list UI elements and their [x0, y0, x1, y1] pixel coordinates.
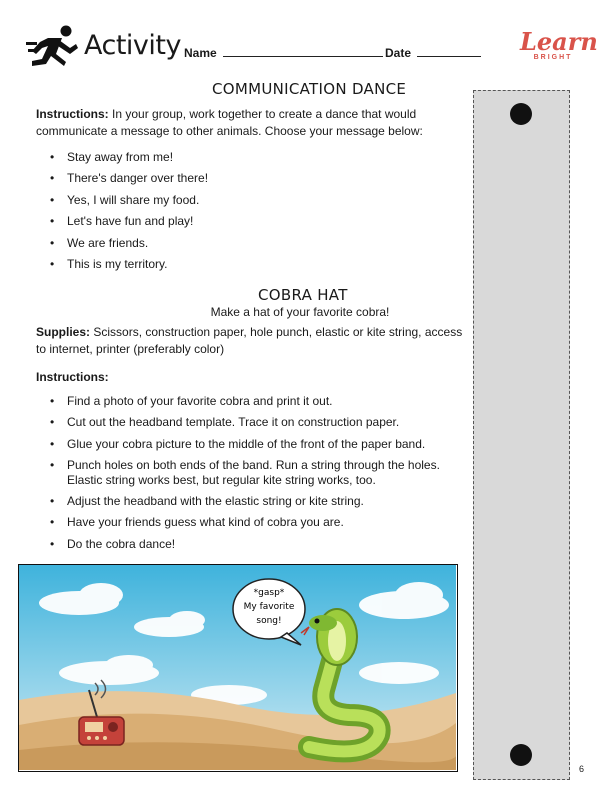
list-item	[36, 213, 467, 234]
list-item	[36, 149, 467, 170]
punch-hole-bottom	[510, 744, 532, 766]
scene-svg	[19, 565, 456, 770]
list-item	[36, 256, 467, 277]
list-item-text: This is my territory.	[67, 256, 168, 271]
instructions-label: Instructions:	[36, 107, 109, 121]
list-item-text: Yes, I will share my food.	[67, 192, 200, 207]
instructions-text: In your group, work together to create a dance that would communicate a message to other animals. Choose your message below:	[36, 107, 423, 138]
list-item-text: We are friends.	[67, 235, 149, 250]
list-item	[36, 515, 467, 530]
bullet: •	[50, 192, 55, 207]
bullet: •	[50, 494, 55, 509]
list-item	[36, 537, 467, 552]
logo-subtext: BRIGHT	[533, 54, 573, 61]
punch-hole-top	[510, 103, 532, 125]
date-label: Date	[385, 46, 412, 60]
supplies-text: Scissors, construction paper, hole punch, elastic or kite string, access to internet, printer (preferably color)	[36, 325, 463, 356]
headband-template[interactable]	[473, 90, 570, 780]
running-person-icon	[26, 24, 80, 70]
page-number: 6	[579, 764, 585, 774]
supplies-paragraph	[36, 324, 464, 358]
speech-line-1: *gasp*	[253, 588, 285, 598]
bullet: •	[50, 536, 55, 551]
list-item	[36, 494, 467, 509]
list-item	[36, 170, 467, 191]
list-item	[36, 394, 467, 409]
cobra-hat-subtitle: Make a hat of your favorite cobra!	[210, 305, 390, 319]
list-item-text: Do the cobra dance!	[67, 536, 176, 551]
cobra-steps-list	[36, 394, 467, 558]
bullet: •	[50, 436, 55, 451]
list-item	[36, 192, 467, 213]
bullet: •	[50, 394, 55, 408]
bullet: •	[50, 235, 55, 250]
list-item-text: There's danger over there!	[67, 171, 209, 186]
speech-line-3: song!	[256, 616, 282, 626]
bullet: •	[50, 256, 55, 271]
desert-cobra-illustration	[18, 564, 458, 772]
communication-instructions	[36, 106, 464, 140]
list-item	[36, 458, 467, 488]
bullet: •	[50, 214, 55, 229]
bullet: •	[50, 150, 55, 164]
bullet: •	[50, 171, 55, 186]
speech-line-2: My favorite	[243, 602, 295, 612]
list-item	[36, 437, 467, 452]
name-blank[interactable]	[223, 46, 383, 57]
logo-word: Learn	[520, 27, 598, 56]
cobra-hat-title: COBRA HAT	[258, 286, 348, 304]
message-list	[36, 149, 467, 277]
communication-dance-title: COMMUNICATION DANCE	[212, 80, 407, 98]
name-field[interactable]	[184, 46, 383, 60]
learn-bright-logo	[520, 27, 598, 66]
name-label: Name	[184, 46, 217, 60]
list-item-text: Cut out the headband template. Trace it on construction paper.	[67, 415, 400, 430]
activity-title: Activity	[84, 30, 181, 61]
bullet: •	[50, 515, 55, 530]
date-blank[interactable]	[417, 46, 481, 57]
supplies-label: Supplies:	[36, 325, 91, 339]
list-item-text: Stay away from me!	[67, 150, 174, 164]
list-item-text: Have your friends guess what kind of cobra you are.	[67, 515, 344, 530]
list-item-text: Punch holes on both ends of the band. Run a string through the holes. Elastic string works best, but regular kite string works, too.	[67, 457, 440, 487]
cobra-instructions-label: Instructions:	[36, 370, 109, 384]
list-item	[36, 235, 467, 256]
date-field[interactable]	[385, 46, 481, 60]
list-item	[36, 415, 467, 430]
bullet: •	[50, 457, 55, 472]
list-item-text: Glue your cobra picture to the middle of the front of the paper band.	[67, 436, 426, 451]
list-item-text: Find a photo of your favorite cobra and print it out.	[67, 394, 333, 408]
list-item-text: Let's have fun and play!	[67, 214, 194, 229]
bullet: •	[50, 415, 55, 430]
list-item-text: Adjust the headband with the elastic string or kite string.	[67, 494, 364, 509]
